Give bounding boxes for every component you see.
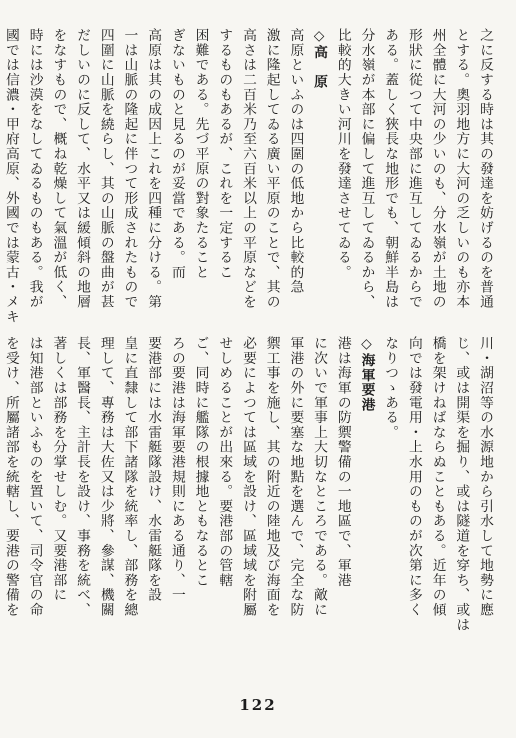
text-column: ご、同時に艦隊の根據地ともなるとこ bbox=[192, 336, 209, 588]
text-column: なりつゝある。 bbox=[382, 336, 399, 440]
text-column: を受け、所屬諸部を統轄し、要港の警備を bbox=[2, 336, 19, 618]
text-column: ある。蓋しく狹長な地形でも、朝鮮半島は bbox=[382, 28, 399, 310]
text-column: 理して、專務は大佐又は少將、參謀、機關 bbox=[97, 336, 114, 618]
section-heading: ◇ 海軍要港 bbox=[354, 336, 378, 684]
text-column: 皇に直隸して部下諸隊を統率し、部務を總 bbox=[121, 336, 138, 618]
upper-text-block bbox=[2, 28, 496, 328]
text-column: 一は山脈の隆起に伴つて形成されたもので bbox=[121, 28, 138, 310]
text-column: 之に反する時は其の發達を妨げるのを普通 bbox=[477, 28, 493, 310]
text-column: 長、軍醫長、主計長を設け、事務を統べ、 bbox=[74, 336, 91, 618]
text-column: ろの要港は海軍要港規則にある通り、一 bbox=[168, 336, 185, 603]
text-column: 四圍に山脈を繞らし、其の山脈の盤曲が甚 bbox=[97, 28, 114, 310]
section-heading: ◇ 高 原 bbox=[306, 28, 330, 328]
text-column: 比較的大きい河川を發達させてゐる。 bbox=[334, 28, 351, 280]
text-column: 激に隆起してゐる廣い平原のことで、其の bbox=[263, 28, 280, 310]
text-column: 高原は其の成因上これを四種に分ける。第 bbox=[145, 28, 162, 310]
text-column: するものもあるが、これを一定するこ bbox=[216, 28, 233, 280]
text-column: とする。奧羽地方に大河の乏しいのも亦本 bbox=[453, 28, 470, 310]
text-column: 川・湖沼等の水源地から引水して地勢に應 bbox=[477, 336, 493, 618]
text-column: 向では發電用・上水用のものが次第に多く bbox=[405, 336, 422, 618]
text-column: 高原といふのは四圍の低地から比較的急 bbox=[287, 28, 304, 295]
text-column: 時には沙漠をなしてゐるものもある。我が bbox=[26, 28, 43, 310]
text-column: じ、或は開渠を掘り、或は隧道を穿ち、或は bbox=[453, 336, 470, 632]
text-column: をなすもので、概ね乾燥して氣溫が低く、 bbox=[50, 28, 67, 310]
text-column: 高さは二百米乃至六百米以上の平原などを bbox=[239, 28, 256, 310]
text-column: 港は海軍の防禦警備の一地區で、軍港 bbox=[334, 336, 351, 588]
text-column: 分水嶺が本部に偏して進互してゐるから、 bbox=[358, 28, 375, 310]
text-column: 困難である。先づ平原の對象たること bbox=[192, 28, 209, 280]
text-column: 禦工事を施し、其の附近の陸地及び海面を bbox=[263, 336, 280, 618]
text-column: ぎないものと見るのが妥當である。而 bbox=[168, 28, 185, 280]
text-column: は知港部といふものを置いて、司令官の命 bbox=[26, 336, 43, 618]
text-column: 國では信濃・甲府高原、外國では蒙古・メキ bbox=[2, 28, 19, 324]
text-column: 著しくは部務を分掌せしむ。又要港部に bbox=[50, 336, 67, 603]
page-number: 122 bbox=[239, 696, 277, 714]
text-column: 州全體に大河の少いのも、分水嶺が土地の bbox=[429, 28, 446, 310]
text-column: 形狀に從つて中央部に進互してゐるからで bbox=[405, 28, 422, 310]
text-column: せしめることが出來る。要港部の管轄 bbox=[216, 336, 233, 588]
text-column: だしいのに反して、水平又は緩傾斜の地層 bbox=[74, 28, 91, 310]
text-column: 必要によつては區域を設け、區域域を附屬 bbox=[239, 336, 256, 618]
text-column: 軍港の外に要塞な地點を選んで、完全な防 bbox=[287, 336, 304, 618]
lower-text-block bbox=[2, 336, 496, 684]
text-column: 要港部には水雷艇隊設け、水雷艇隊を設 bbox=[145, 336, 162, 603]
text-column: に次いで軍事上大切なところである。敵に bbox=[311, 336, 328, 618]
text-column: 橋を架けねばならぬこともある。近年の傾 bbox=[429, 336, 446, 618]
